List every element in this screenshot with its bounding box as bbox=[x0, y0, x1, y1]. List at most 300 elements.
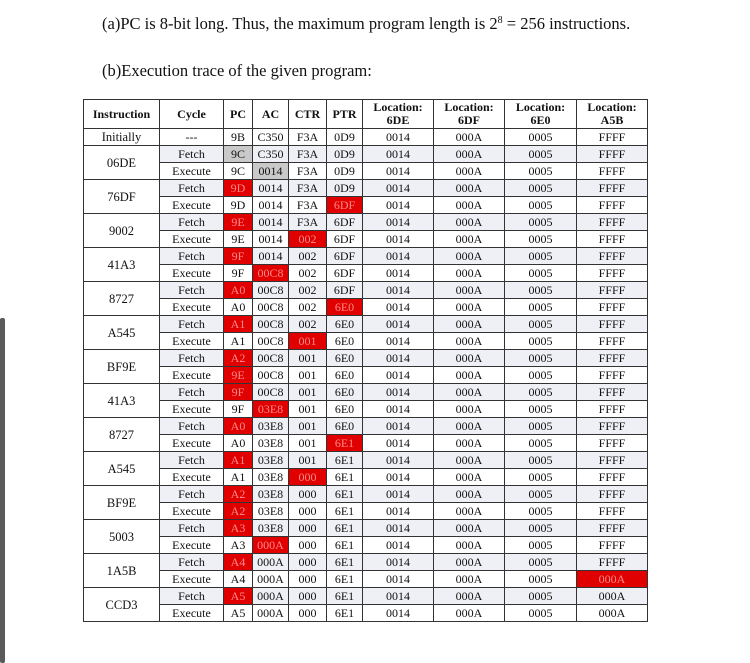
cell-ptr: 6E1 bbox=[327, 452, 363, 469]
cell-ctr: 002 bbox=[289, 231, 327, 248]
cell-l6e0: 0005 bbox=[505, 367, 577, 384]
cell-l6de: 0014 bbox=[363, 214, 434, 231]
cell-pc: A2 bbox=[224, 486, 253, 503]
cell-l6df: 000A bbox=[434, 384, 505, 401]
cell-ptr: 6E1 bbox=[327, 435, 363, 452]
cell-cycle: Execute bbox=[160, 537, 224, 554]
cell-l6e0: 0005 bbox=[505, 452, 577, 469]
cell-l6e0: 0005 bbox=[505, 469, 577, 486]
cell-ac: 03E8 bbox=[253, 469, 289, 486]
cell-cycle: Fetch bbox=[160, 180, 224, 197]
cell-cycle: Execute bbox=[160, 299, 224, 316]
cell-l6e0: 0005 bbox=[505, 248, 577, 265]
cell-cycle: Fetch bbox=[160, 214, 224, 231]
cell-ptr: 6E0 bbox=[327, 316, 363, 333]
table-row bbox=[84, 231, 648, 248]
cell-l6df: 000A bbox=[434, 520, 505, 537]
cell-pc: A1 bbox=[224, 469, 253, 486]
cell-l6df: 000A bbox=[434, 435, 505, 452]
cell-ctr: 002 bbox=[289, 282, 327, 299]
cell-l6df: 000A bbox=[434, 248, 505, 265]
cell-ctr: 000 bbox=[289, 520, 327, 537]
cell-l6e0: 0005 bbox=[505, 435, 577, 452]
cell-ptr: 6DF bbox=[327, 197, 363, 214]
cell-l6de: 0014 bbox=[363, 520, 434, 537]
cell-la5b: 000A bbox=[577, 588, 648, 605]
column-header: Location: 6E0 bbox=[505, 100, 577, 129]
cell-l6e0: 0005 bbox=[505, 418, 577, 435]
table-row bbox=[84, 180, 648, 197]
cell-l6e0: 0005 bbox=[505, 180, 577, 197]
cell-ac: 03E8 bbox=[253, 520, 289, 537]
cell-ac: 00C8 bbox=[253, 282, 289, 299]
cell-ptr: 6E0 bbox=[327, 333, 363, 350]
cell-l6df: 000A bbox=[434, 588, 505, 605]
cell-ac: 0014 bbox=[253, 197, 289, 214]
cell-l6de: 0014 bbox=[363, 588, 434, 605]
cell-l6de: 0014 bbox=[363, 605, 434, 622]
table-row bbox=[84, 520, 648, 537]
cell-ctr: 000 bbox=[289, 469, 327, 486]
part-a-post: = 256 instructions. bbox=[502, 14, 631, 33]
cell-pc: 9B bbox=[224, 129, 253, 146]
cell-l6de: 0014 bbox=[363, 554, 434, 571]
table-row bbox=[84, 384, 648, 401]
cell-cycle: Execute bbox=[160, 197, 224, 214]
cell-l6de: 0014 bbox=[363, 350, 434, 367]
cell-la5b: FFFF bbox=[577, 299, 648, 316]
cell-l6df: 000A bbox=[434, 486, 505, 503]
cell-la5b: FFFF bbox=[577, 316, 648, 333]
cell-ptr: 6E1 bbox=[327, 520, 363, 537]
cell-ctr: 001 bbox=[289, 367, 327, 384]
cell-la5b: FFFF bbox=[577, 146, 648, 163]
cell-pc: 9D bbox=[224, 197, 253, 214]
cell-cycle: Execute bbox=[160, 367, 224, 384]
instruction-cell: 8727 bbox=[84, 282, 160, 316]
cell-cycle: Execute bbox=[160, 231, 224, 248]
part-a-text bbox=[102, 14, 630, 34]
cell-ac: 000A bbox=[253, 571, 289, 588]
cell-la5b: FFFF bbox=[577, 214, 648, 231]
cell-ac: 000A bbox=[253, 537, 289, 554]
cell-la5b: FFFF bbox=[577, 503, 648, 520]
cell-l6df: 000A bbox=[434, 571, 505, 588]
cell-ac: C350 bbox=[253, 146, 289, 163]
cell-pc: 9E bbox=[224, 214, 253, 231]
cell-ptr: 6DF bbox=[327, 265, 363, 282]
cell-ptr: 0D9 bbox=[327, 146, 363, 163]
instruction-cell: 41A3 bbox=[84, 248, 160, 282]
cell-ac: 00C8 bbox=[253, 350, 289, 367]
cell-l6df: 000A bbox=[434, 503, 505, 520]
cell-l6df: 000A bbox=[434, 265, 505, 282]
cell-l6de: 0014 bbox=[363, 265, 434, 282]
table-row bbox=[84, 537, 648, 554]
cell-pc: A5 bbox=[224, 588, 253, 605]
cell-l6e0: 0005 bbox=[505, 537, 577, 554]
cell-cycle: Fetch bbox=[160, 384, 224, 401]
cell-l6e0: 0005 bbox=[505, 265, 577, 282]
cell-ptr: 6E0 bbox=[327, 367, 363, 384]
cell-ac: 00C8 bbox=[253, 367, 289, 384]
table-row bbox=[84, 503, 648, 520]
instruction-cell: 5003 bbox=[84, 520, 160, 554]
cell-pc: A2 bbox=[224, 503, 253, 520]
cell-cycle: Fetch bbox=[160, 418, 224, 435]
cell-l6df: 000A bbox=[434, 282, 505, 299]
cell-pc: 9F bbox=[224, 248, 253, 265]
cell-ctr: 000 bbox=[289, 503, 327, 520]
part-a-pre: (a)PC is 8-bit long. Thus, the maximum program length is 2 bbox=[102, 14, 498, 33]
cell-l6df: 000A bbox=[434, 605, 505, 622]
part-b-text: (b)Execution trace of the given program: bbox=[102, 61, 372, 80]
cell-l6df: 000A bbox=[434, 469, 505, 486]
column-header: AC bbox=[253, 100, 289, 129]
table-row bbox=[84, 605, 648, 622]
cell-l6e0: 0005 bbox=[505, 520, 577, 537]
column-header: Location: 6DE bbox=[363, 100, 434, 129]
cell-la5b: FFFF bbox=[577, 282, 648, 299]
cell-ptr: 6E0 bbox=[327, 418, 363, 435]
cell-pc: A1 bbox=[224, 316, 253, 333]
instruction-cell: BF9E bbox=[84, 486, 160, 520]
cell-ctr: 000 bbox=[289, 486, 327, 503]
cell-l6de: 0014 bbox=[363, 486, 434, 503]
cell-l6e0: 0005 bbox=[505, 282, 577, 299]
column-header: Location: A5B bbox=[577, 100, 648, 129]
cell-la5b: FFFF bbox=[577, 265, 648, 282]
table-row bbox=[84, 214, 648, 231]
cell-pc: A1 bbox=[224, 333, 253, 350]
cell-cycle: Execute bbox=[160, 163, 224, 180]
instruction-cell: 1A5B bbox=[84, 554, 160, 588]
cell-ac: 0014 bbox=[253, 180, 289, 197]
cell-l6de: 0014 bbox=[363, 367, 434, 384]
cell-l6df: 000A bbox=[434, 316, 505, 333]
table-row bbox=[84, 316, 648, 333]
cell-ctr: 001 bbox=[289, 350, 327, 367]
cell-la5b: FFFF bbox=[577, 180, 648, 197]
cell-ctr: 001 bbox=[289, 333, 327, 350]
cell-l6de: 0014 bbox=[363, 180, 434, 197]
cell-pc: A0 bbox=[224, 282, 253, 299]
cell-pc: A3 bbox=[224, 520, 253, 537]
cell-l6e0: 0005 bbox=[505, 299, 577, 316]
cell-l6de: 0014 bbox=[363, 469, 434, 486]
cell-l6df: 000A bbox=[434, 163, 505, 180]
cell-pc: 9D bbox=[224, 180, 253, 197]
cell-l6e0: 0005 bbox=[505, 163, 577, 180]
table-row bbox=[84, 435, 648, 452]
cell-l6df: 000A bbox=[434, 299, 505, 316]
cell-cycle: Fetch bbox=[160, 350, 224, 367]
cell-l6e0: 0005 bbox=[505, 146, 577, 163]
cell-la5b: FFFF bbox=[577, 418, 648, 435]
cell-la5b: FFFF bbox=[577, 231, 648, 248]
cell-pc: 9F bbox=[224, 384, 253, 401]
cell-ctr: F3A bbox=[289, 180, 327, 197]
cell-pc: A0 bbox=[224, 299, 253, 316]
cell-l6e0: 0005 bbox=[505, 503, 577, 520]
cell-ctr: 001 bbox=[289, 452, 327, 469]
table-row bbox=[84, 418, 648, 435]
cell-l6de: 0014 bbox=[363, 435, 434, 452]
cell-ptr: 6E0 bbox=[327, 401, 363, 418]
cell-ctr: 000 bbox=[289, 605, 327, 622]
cell-l6e0: 0005 bbox=[505, 384, 577, 401]
cell-pc: A2 bbox=[224, 350, 253, 367]
cell-cycle: Fetch bbox=[160, 588, 224, 605]
cell-l6df: 000A bbox=[434, 231, 505, 248]
column-header: Location: 6DF bbox=[434, 100, 505, 129]
cell-l6de: 0014 bbox=[363, 282, 434, 299]
cell-pc: A0 bbox=[224, 435, 253, 452]
cell-cycle: Execute bbox=[160, 469, 224, 486]
table-body bbox=[84, 129, 648, 622]
cell-l6de: 0014 bbox=[363, 503, 434, 520]
column-header: CTR bbox=[289, 100, 327, 129]
cell-l6de: 0014 bbox=[363, 384, 434, 401]
cell-cycle: Fetch bbox=[160, 452, 224, 469]
cell-la5b: FFFF bbox=[577, 486, 648, 503]
cell-pc: A5 bbox=[224, 605, 253, 622]
cell-ac: C350 bbox=[253, 129, 289, 146]
cell-l6de: 0014 bbox=[363, 316, 434, 333]
cell-l6de: 0014 bbox=[363, 401, 434, 418]
cell-l6df: 000A bbox=[434, 537, 505, 554]
cell-pc: A3 bbox=[224, 537, 253, 554]
cell-l6df: 000A bbox=[434, 418, 505, 435]
cell-l6df: 000A bbox=[434, 197, 505, 214]
table-row bbox=[84, 163, 648, 180]
cell-cycle: Execute bbox=[160, 571, 224, 588]
cell-ptr: 6E1 bbox=[327, 588, 363, 605]
cell-pc: A4 bbox=[224, 571, 253, 588]
cell-ac: 000A bbox=[253, 605, 289, 622]
cell-cycle: Fetch bbox=[160, 554, 224, 571]
table-row bbox=[84, 367, 648, 384]
column-header: PC bbox=[224, 100, 253, 129]
cell-l6de: 0014 bbox=[363, 129, 434, 146]
cell-l6de: 0014 bbox=[363, 231, 434, 248]
cell-la5b: FFFF bbox=[577, 452, 648, 469]
cell-cycle: Execute bbox=[160, 265, 224, 282]
table-row bbox=[84, 265, 648, 282]
table-row bbox=[84, 554, 648, 571]
table-row bbox=[84, 350, 648, 367]
cell-ac: 0014 bbox=[253, 163, 289, 180]
cell-l6de: 0014 bbox=[363, 248, 434, 265]
cell-ac: 000A bbox=[253, 588, 289, 605]
cell-la5b: FFFF bbox=[577, 248, 648, 265]
cell-pc: 9F bbox=[224, 401, 253, 418]
cell-cycle: Fetch bbox=[160, 282, 224, 299]
cell-ac: 00C8 bbox=[253, 265, 289, 282]
cell-ptr: 6DF bbox=[327, 282, 363, 299]
cell-ctr: 000 bbox=[289, 554, 327, 571]
cell-ctr: F3A bbox=[289, 146, 327, 163]
cell-l6df: 000A bbox=[434, 554, 505, 571]
cell-l6de: 0014 bbox=[363, 418, 434, 435]
cell-l6de: 0014 bbox=[363, 146, 434, 163]
instruction-cell: 06DE bbox=[84, 146, 160, 180]
cell-ac: 03E8 bbox=[253, 435, 289, 452]
table-header-row bbox=[84, 100, 648, 129]
cell-la5b: FFFF bbox=[577, 469, 648, 486]
cell-pc: 9C bbox=[224, 163, 253, 180]
cell-ac: 000A bbox=[253, 554, 289, 571]
instruction-cell: CCD3 bbox=[84, 588, 160, 622]
cell-ac: 00C8 bbox=[253, 316, 289, 333]
cell-ptr: 6E1 bbox=[327, 554, 363, 571]
cell-ctr: F3A bbox=[289, 129, 327, 146]
cell-la5b: FFFF bbox=[577, 333, 648, 350]
cell-l6e0: 0005 bbox=[505, 129, 577, 146]
cell-cycle: Execute bbox=[160, 605, 224, 622]
cell-ptr: 6E1 bbox=[327, 537, 363, 554]
cell-ptr: 6E1 bbox=[327, 503, 363, 520]
cell-ac: 00C8 bbox=[253, 299, 289, 316]
cell-l6df: 000A bbox=[434, 146, 505, 163]
cell-ctr: F3A bbox=[289, 214, 327, 231]
part-a-exponent: 8 bbox=[497, 15, 503, 26]
table-row bbox=[84, 299, 648, 316]
cell-l6de: 0014 bbox=[363, 299, 434, 316]
cell-la5b: FFFF bbox=[577, 537, 648, 554]
cell-ctr: 001 bbox=[289, 384, 327, 401]
cell-ptr: 0D9 bbox=[327, 129, 363, 146]
cell-l6e0: 0005 bbox=[505, 214, 577, 231]
cell-la5b: FFFF bbox=[577, 554, 648, 571]
cell-ac: 03E8 bbox=[253, 486, 289, 503]
cell-l6de: 0014 bbox=[363, 163, 434, 180]
cell-cycle: Fetch bbox=[160, 486, 224, 503]
table-row bbox=[84, 588, 648, 605]
cell-ctr: 002 bbox=[289, 265, 327, 282]
cell-l6e0: 0005 bbox=[505, 197, 577, 214]
instruction-cell: 9002 bbox=[84, 214, 160, 248]
scrollbar-thumb[interactable] bbox=[0, 318, 5, 663]
table-row bbox=[84, 333, 648, 350]
table-row bbox=[84, 129, 648, 146]
instruction-cell: 8727 bbox=[84, 418, 160, 452]
cell-l6de: 0014 bbox=[363, 537, 434, 554]
cell-l6e0: 0005 bbox=[505, 350, 577, 367]
cell-l6e0: 0005 bbox=[505, 401, 577, 418]
cell-l6e0: 0005 bbox=[505, 588, 577, 605]
instruction-cell: Initially bbox=[84, 129, 160, 146]
cell-ctr: 002 bbox=[289, 248, 327, 265]
cell-la5b: FFFF bbox=[577, 163, 648, 180]
cell-ac: 0014 bbox=[253, 248, 289, 265]
cell-ptr: 6E1 bbox=[327, 469, 363, 486]
execution-trace-table bbox=[83, 99, 648, 622]
cell-cycle: Execute bbox=[160, 435, 224, 452]
cell-l6e0: 0005 bbox=[505, 316, 577, 333]
cell-ptr: 0D9 bbox=[327, 180, 363, 197]
cell-l6df: 000A bbox=[434, 401, 505, 418]
instruction-cell: A545 bbox=[84, 452, 160, 486]
cell-ac: 00C8 bbox=[253, 384, 289, 401]
cell-la5b: FFFF bbox=[577, 384, 648, 401]
cell-cycle: Fetch bbox=[160, 316, 224, 333]
column-header: Cycle bbox=[160, 100, 224, 129]
cell-ac: 00C8 bbox=[253, 333, 289, 350]
cell-ctr: 000 bbox=[289, 571, 327, 588]
cell-pc: A1 bbox=[224, 452, 253, 469]
cell-ptr: 6E0 bbox=[327, 350, 363, 367]
cell-cycle: Fetch bbox=[160, 146, 224, 163]
cell-l6de: 0014 bbox=[363, 197, 434, 214]
cell-pc: 9E bbox=[224, 231, 253, 248]
cell-l6df: 000A bbox=[434, 350, 505, 367]
cell-l6e0: 0005 bbox=[505, 554, 577, 571]
cell-la5b: FFFF bbox=[577, 435, 648, 452]
cell-la5b: FFFF bbox=[577, 350, 648, 367]
cell-ptr: 6DF bbox=[327, 231, 363, 248]
instruction-cell: A545 bbox=[84, 316, 160, 350]
cell-l6df: 000A bbox=[434, 367, 505, 384]
cell-cycle: Fetch bbox=[160, 248, 224, 265]
cell-l6e0: 0005 bbox=[505, 486, 577, 503]
table-row bbox=[84, 401, 648, 418]
cell-la5b: FFFF bbox=[577, 197, 648, 214]
column-header: PTR bbox=[327, 100, 363, 129]
cell-l6de: 0014 bbox=[363, 333, 434, 350]
cell-pc: A0 bbox=[224, 418, 253, 435]
cell-ptr: 6E1 bbox=[327, 605, 363, 622]
table-row bbox=[84, 452, 648, 469]
cell-ac: 03E8 bbox=[253, 503, 289, 520]
cell-l6e0: 0005 bbox=[505, 605, 577, 622]
cell-ctr: 001 bbox=[289, 418, 327, 435]
cell-la5b: FFFF bbox=[577, 129, 648, 146]
cell-pc: A4 bbox=[224, 554, 253, 571]
cell-l6de: 0014 bbox=[363, 452, 434, 469]
cell-ctr: 000 bbox=[289, 537, 327, 554]
instruction-cell: 76DF bbox=[84, 180, 160, 214]
cell-ptr: 6DF bbox=[327, 214, 363, 231]
cell-ptr: 6E0 bbox=[327, 384, 363, 401]
column-header: Instruction bbox=[84, 100, 160, 129]
cell-ac: 0014 bbox=[253, 231, 289, 248]
cell-la5b: 000A bbox=[577, 571, 648, 588]
cell-cycle: Fetch bbox=[160, 520, 224, 537]
instruction-cell: BF9E bbox=[84, 350, 160, 384]
cell-l6e0: 0005 bbox=[505, 571, 577, 588]
table-row bbox=[84, 571, 648, 588]
cell-ctr: F3A bbox=[289, 163, 327, 180]
cell-cycle: --- bbox=[160, 129, 224, 146]
cell-l6df: 000A bbox=[434, 129, 505, 146]
cell-ptr: 6E0 bbox=[327, 299, 363, 316]
cell-ac: 03E8 bbox=[253, 401, 289, 418]
table-row bbox=[84, 146, 648, 163]
cell-ptr: 6DF bbox=[327, 248, 363, 265]
table-row bbox=[84, 282, 648, 299]
cell-ac: 0014 bbox=[253, 214, 289, 231]
cell-l6e0: 0005 bbox=[505, 333, 577, 350]
cell-ctr: F3A bbox=[289, 197, 327, 214]
cell-ctr: 002 bbox=[289, 316, 327, 333]
cell-cycle: Execute bbox=[160, 503, 224, 520]
cell-l6df: 000A bbox=[434, 214, 505, 231]
cell-ctr: 000 bbox=[289, 588, 327, 605]
cell-ctr: 001 bbox=[289, 435, 327, 452]
table-row bbox=[84, 197, 648, 214]
cell-ctr: 001 bbox=[289, 401, 327, 418]
